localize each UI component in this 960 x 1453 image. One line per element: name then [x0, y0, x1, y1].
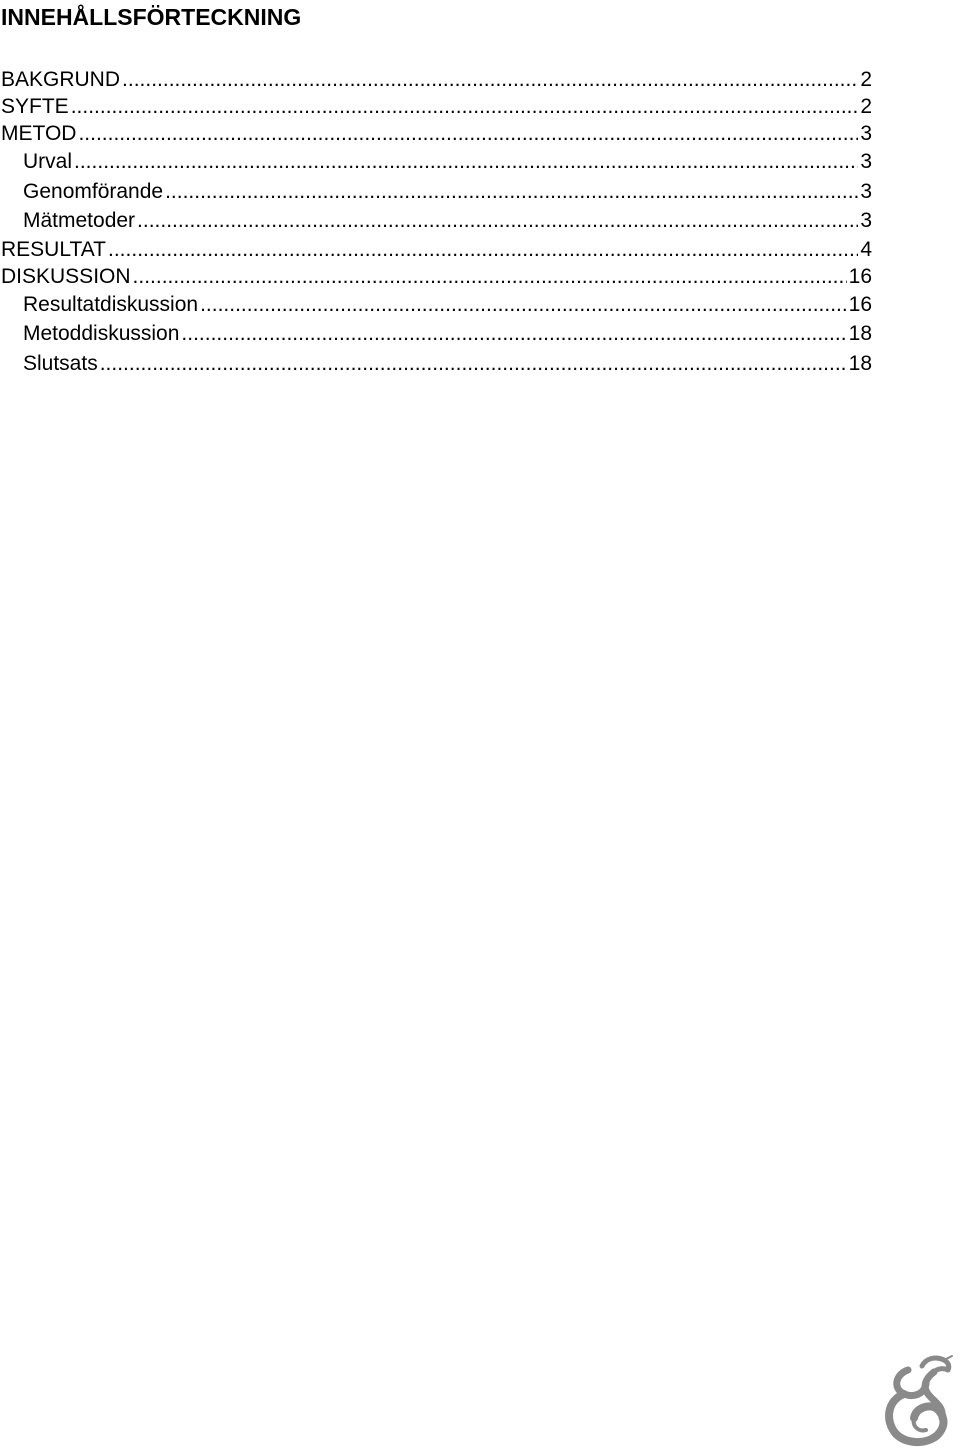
toc-entry-page: 3	[860, 122, 872, 145]
toc-entry[interactable]	[0, 263, 872, 290]
toc-entry-label: Resultatdiskussion	[23, 292, 199, 316]
toc-entry[interactable]	[0, 66, 872, 93]
toc-entry-label: Metoddiskussion	[23, 322, 180, 345]
toc-entry[interactable]	[0, 319, 872, 349]
toc-dot-leader	[100, 349, 847, 379]
serpent-logo-icon	[878, 1348, 958, 1448]
toc-entry-page: 3	[860, 179, 872, 203]
page-title: INNEHÅLLSFÖRTECKNING	[1, 4, 302, 30]
toc-entry[interactable]	[0, 147, 872, 177]
toc-entry-label: METOD	[1, 122, 77, 145]
toc-entry-page: 3	[860, 150, 872, 173]
toc-dot-leader	[122, 66, 858, 93]
toc-dot-leader	[181, 319, 846, 349]
toc-entry-page: 16	[848, 264, 872, 288]
toc-entry[interactable]	[0, 290, 872, 320]
toc-entry[interactable]	[0, 349, 872, 379]
toc-entry-page: 3	[860, 209, 872, 232]
toc-entry[interactable]	[0, 206, 872, 236]
toc-entry-label: DISKUSSION	[1, 264, 131, 288]
toc-entry-page: 18	[848, 322, 872, 345]
toc-entry-label: Genomförande	[23, 179, 164, 203]
toc-entry-label: SYFTE	[1, 95, 69, 118]
toc-dot-leader	[165, 177, 858, 207]
toc-entry-label: RESULTAT	[1, 237, 107, 261]
toc-dot-leader	[74, 147, 858, 177]
toc-entry-label: BAKGRUND	[1, 68, 121, 91]
toc-dot-leader	[133, 263, 847, 290]
toc-entry[interactable]	[0, 93, 872, 120]
toc-entry[interactable]	[0, 236, 872, 263]
table-of-contents	[0, 66, 872, 378]
toc-entry[interactable]	[0, 177, 872, 207]
toc-entry-page: 18	[848, 351, 872, 375]
toc-entry-page: 2	[860, 68, 872, 91]
toc-entry-label: Slutsats	[23, 351, 98, 375]
toc-entry-label: Mätmetoder	[23, 209, 136, 232]
toc-entry-page: 2	[860, 95, 872, 118]
toc-dot-leader	[78, 120, 858, 147]
toc-entry-page: 4	[860, 237, 872, 261]
toc-dot-leader	[200, 290, 847, 320]
toc-dot-leader	[137, 206, 858, 236]
toc-entry-page: 16	[848, 292, 872, 316]
toc-dot-leader	[71, 93, 859, 120]
toc-entry[interactable]	[0, 120, 872, 147]
toc-dot-leader	[108, 236, 858, 263]
toc-entry-label: Urval	[23, 150, 73, 173]
